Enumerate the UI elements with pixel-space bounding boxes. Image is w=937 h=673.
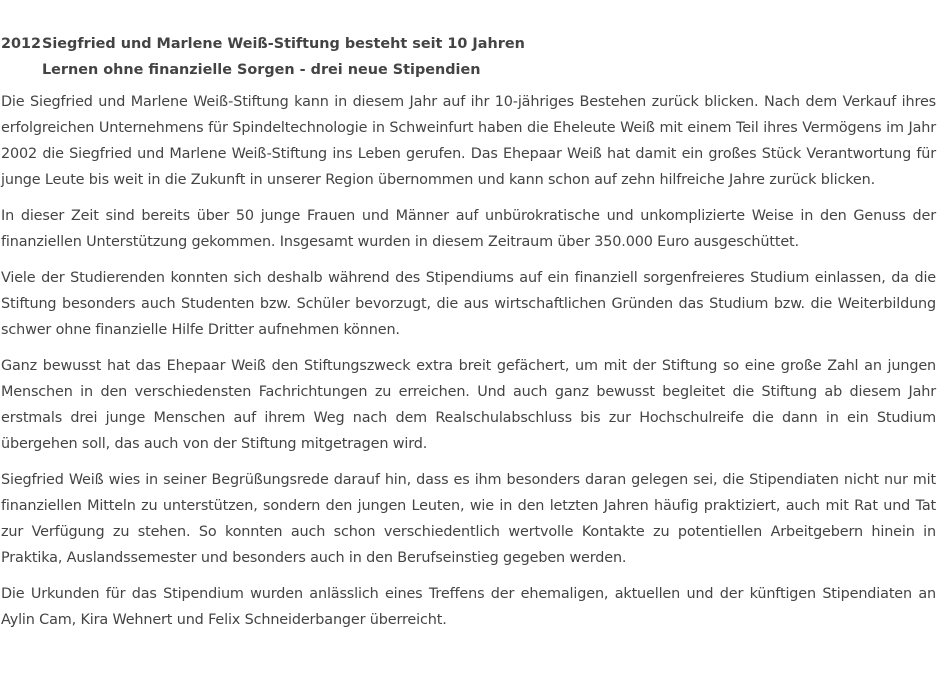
article-paragraph-5: Siegfried Weiß wies in seiner Begrüßungsrede darauf hin, dass es ihm besonders daran gelegen sei, die Stipendiaten nicht nur mit finanziellen Mitteln zu unterstützen, sondern den jungen Leuten, wie in den letzten Jahren häufig praktiziert, auch mit Rat und Tat zur Verfügung zu stehen. So konnten auch schon verschiedentlich wertvolle Kontakte zu potentiellen Arbeitgebern hinein in Praktika, Auslandssemester und besonders auch in den Berufseinstieg gegeben werden. bbox=[1, 472, 936, 566]
article-paragraph-1: Die Siegfried und Marlene Weiß-Stiftung kann in diesem Jahr auf ihr 10-jähriges Bestehen zurück blicken. Nach dem Verkauf ihres erfolgreichen Unternehmens für Spindeltechnologie in Schweinfurt haben die Eheleute Weiß mit einem Teil ihres Vermögens im Jahr 2002 die Siegfried und Marlene Weiß-Stiftung ins Leben gerufen. Das Ehepaar Weiß hat damit ein großes Stück Verantwortung für junge Leute bis weit in die Zukunft in unserer Region übernommen und kann schon auf zehn hilfreiche Jahre zurück blicken. bbox=[1, 94, 936, 188]
article-paragraph-4: Ganz bewusst hat das Ehepaar Weiß den Stiftungszweck extra breit gefächert, um mit der Stiftung so eine große Zahl an jungen Menschen in den verschiedensten Fachrichtungen zu erreichen. Und auch ganz bewusst begleitet die Stiftung ab diesem Jahr erstmals drei junge Menschen auf ihrem Weg nach dem Realschulabschluss bis zur Hochschulreife die dann in ein Studium übergehen soll, das auch von der Stiftung mitgetragen wird. bbox=[1, 358, 936, 452]
article-titles bbox=[42, 31, 936, 83]
article-subheadline: Lernen ohne finanzielle Sorgen - drei neue Stipendien bbox=[42, 62, 481, 78]
article-paragraph-2: In dieser Zeit sind bereits über 50 junge Frauen und Männer auf unbürokratische und unkomplizierte Weise in den Genuss der finanziellen Unterstützung gekommen. Insgesamt wurden in diesem Zeitraum über 350.000 Euro ausgeschüttet. bbox=[1, 208, 936, 250]
article-year: 2012 bbox=[1, 36, 42, 52]
article-header bbox=[1, 31, 936, 83]
article-headline: Siegfried und Marlene Weiß-Stiftung besteht seit 10 Jahren bbox=[42, 36, 525, 52]
article-paragraph-3: Viele der Studierenden konnten sich deshalb während des Stipendiums auf ein finanziell sorgenfreieres Studium einlassen, da die Stiftung besonders auch Studenten bzw. Schüler bevorzugt, die aus wirtschaftlichen Gründen das Studium bzw. die Weiterbildung schwer ohne finanzielle Hilfe Dritter aufnehmen können. bbox=[1, 270, 936, 338]
article-paragraph-6: Die Urkunden für das Stipendium wurden anlässlich eines Treffens der ehemaligen, aktuellen und der künftigen Stipendiaten an Aylin Cam, Kira Wehnert und Felix Schneiderbanger überreicht. bbox=[1, 586, 936, 628]
